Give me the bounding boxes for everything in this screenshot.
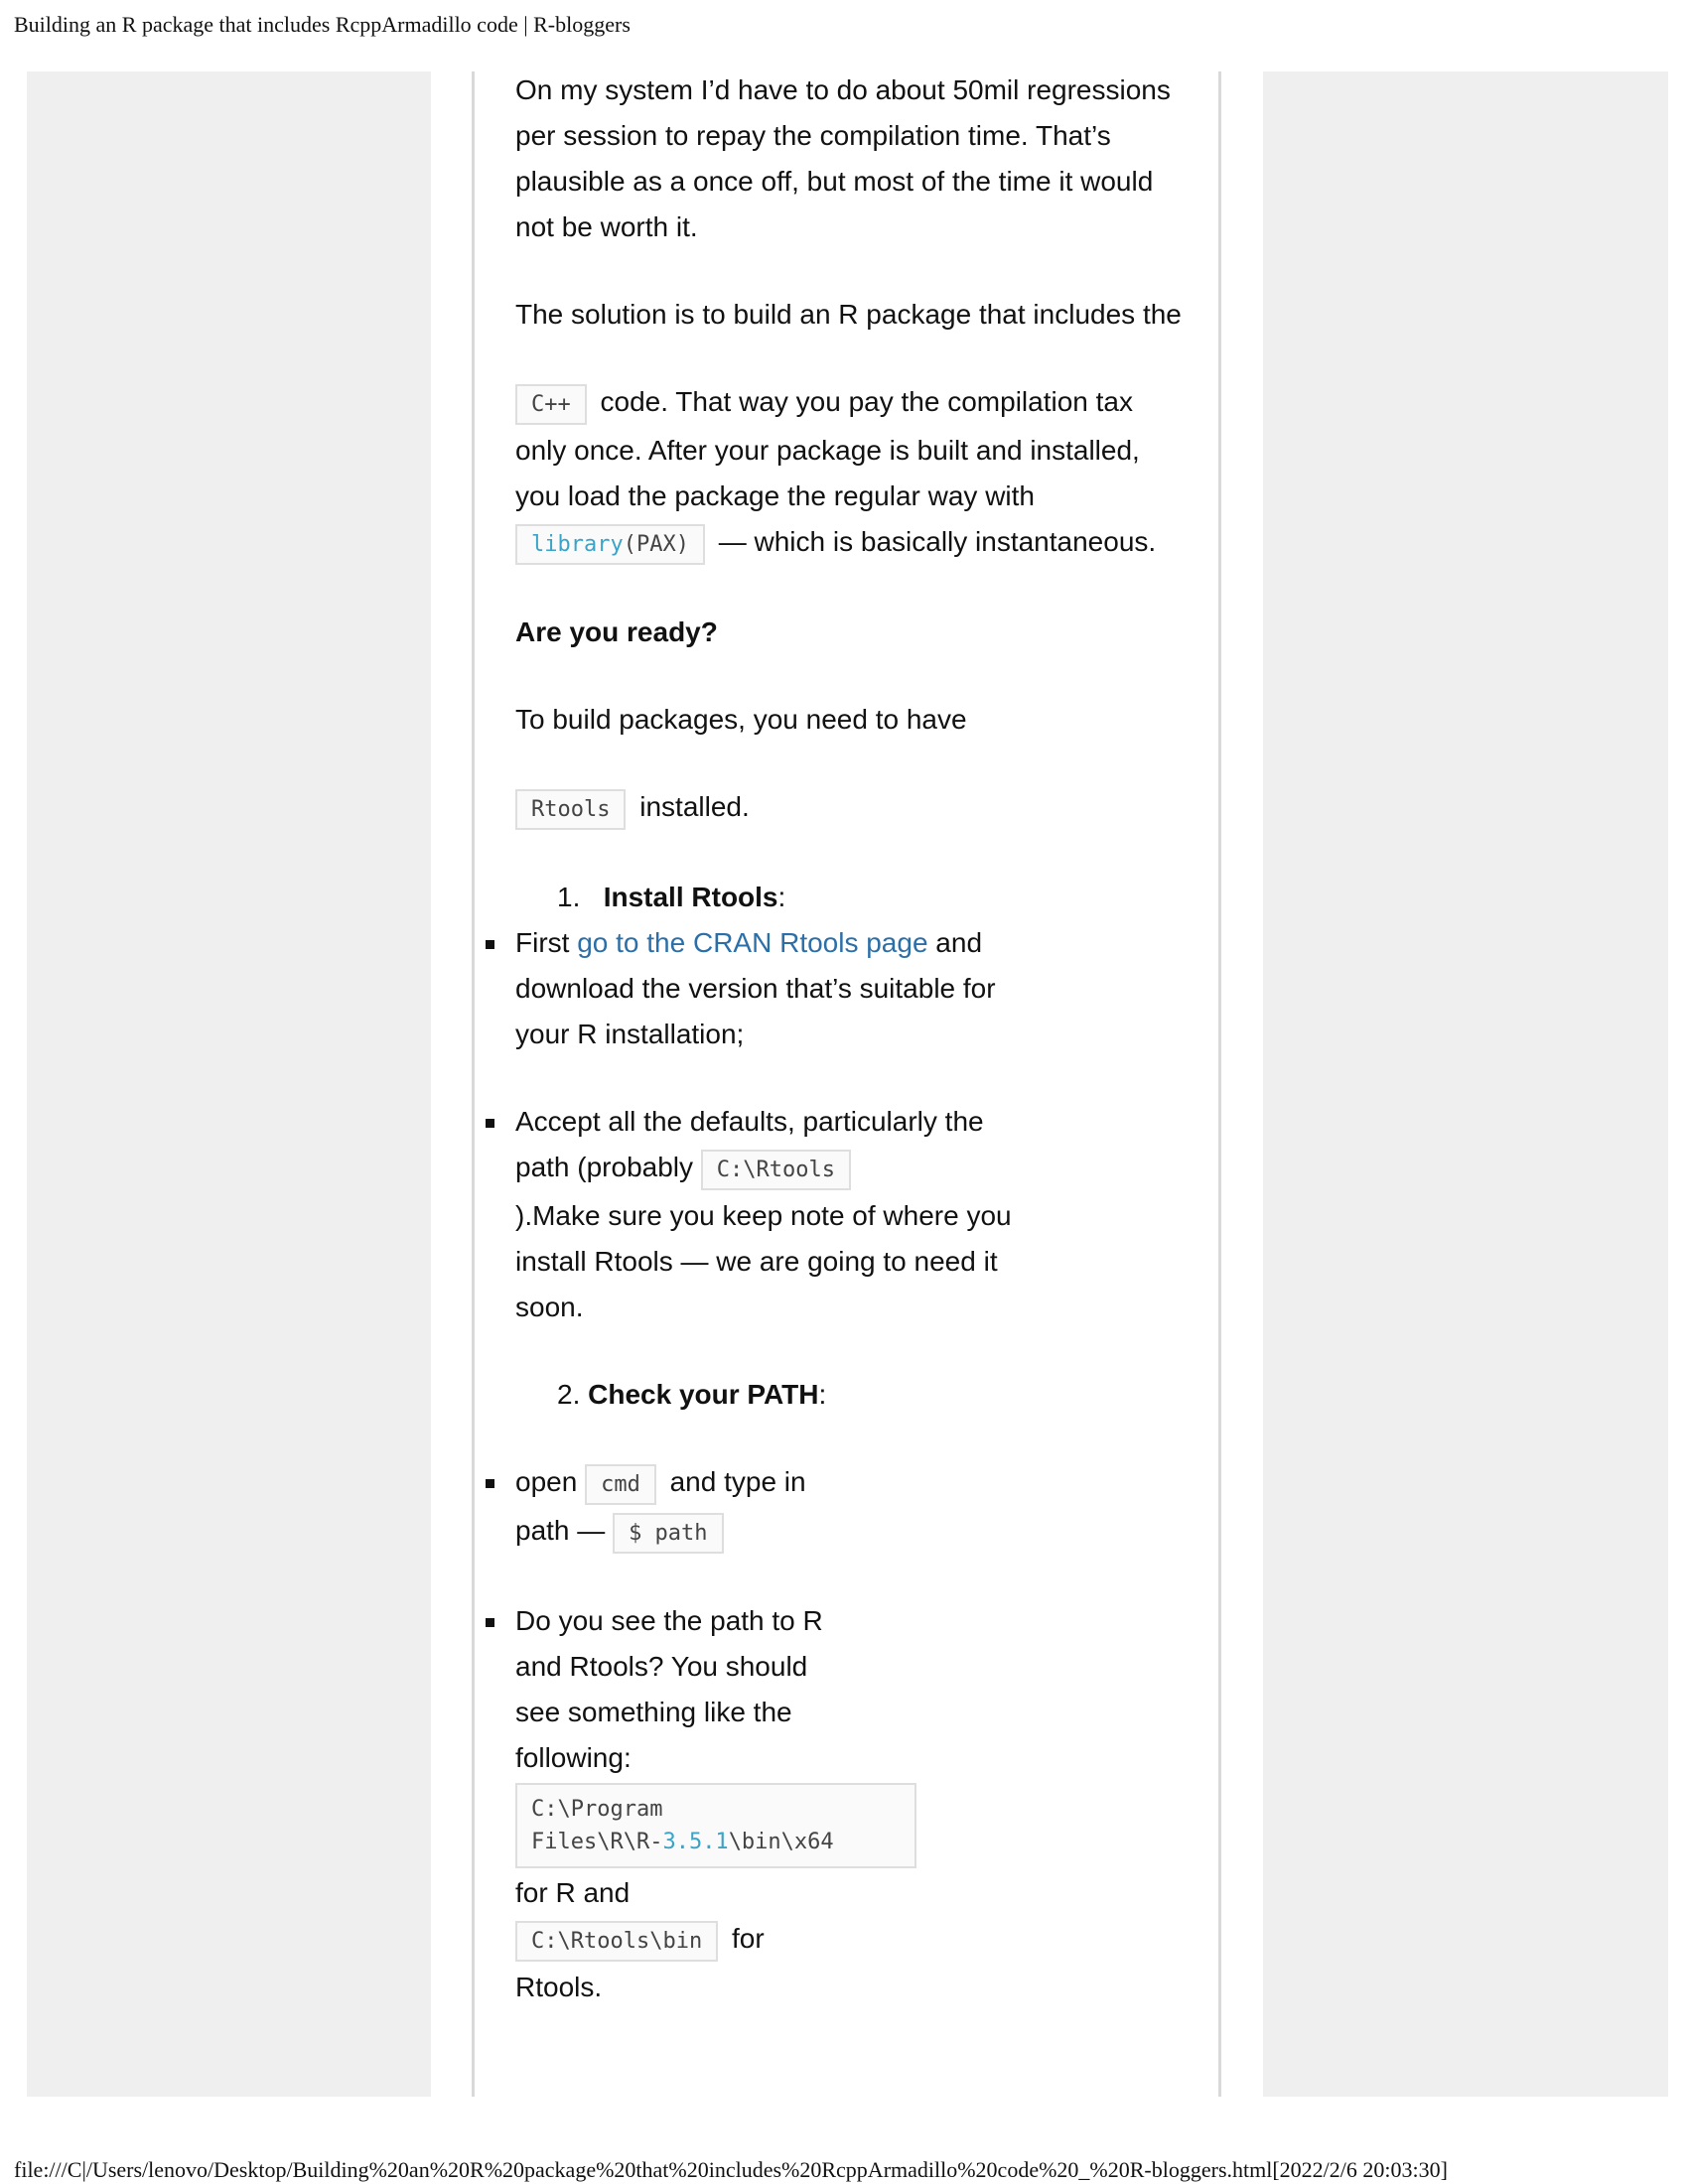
list-item: Accept all the defaults, particularly the path (probably C:\Rtools ).Make sure you keep note of where you install Rtools — we are going to need it soon. xyxy=(515,1099,1012,1330)
paragraph: C++ code. That way you pay the compilation tax only once. After your package is built and installed, you load the package the regular way with library(PAX) — which is basically instantaneous. xyxy=(515,379,1191,568)
print-header: Building an R package that includes RcppArmadillo code | R-bloggers xyxy=(14,12,631,37)
paragraph: Rtools installed. xyxy=(515,784,1191,833)
step-title: 1. Install Rtools: xyxy=(557,882,786,912)
article-body xyxy=(515,68,1191,2010)
paragraph: The solution is to build an R package that includes the xyxy=(515,299,1182,330)
bullet-list xyxy=(515,1459,833,2010)
right-sidebar xyxy=(1263,71,1668,2097)
inline-code: C:\Rtools\bin xyxy=(515,1921,718,1962)
bullet-list xyxy=(515,920,1012,1330)
inline-code: C++ xyxy=(515,384,587,425)
list-item xyxy=(515,1372,1191,2010)
inline-code: $ path xyxy=(613,1513,723,1554)
inline-code: library(PAX) xyxy=(515,524,705,565)
column-divider-left xyxy=(472,71,475,2097)
list-item xyxy=(515,875,1191,1372)
paragraph: On my system I’d have to do about 50mil regressions per session to repay the compilation time. That’s plausible as a once off, but most of the time it would not be worth it. xyxy=(515,74,1171,242)
section-heading: Are you ready? xyxy=(515,616,718,647)
inline-code: Rtools xyxy=(515,789,626,830)
step-title: 2. Check your PATH: xyxy=(557,1379,827,1410)
cran-rtools-link[interactable]: go to the CRAN Rtools page xyxy=(577,927,928,958)
column-divider-right xyxy=(1218,71,1221,2097)
inline-code: cmd xyxy=(585,1464,656,1505)
list-item: First go to the CRAN Rtools page and download the version that’s suitable for your R installation; xyxy=(515,920,1012,1057)
steps-list xyxy=(515,875,1191,2010)
print-footer: file:///C|/Users/lenovo/Desktop/Building%20an%20R%20package%20that%20includes%20RcppArmadillo%20code%20_%20R-bloggers.html[2022/2/6 20:03:30] xyxy=(14,2157,1448,2182)
code-block: C:\Program Files\R\R-3.5.1\bin\x64 xyxy=(515,1783,916,1868)
paragraph: To build packages, you need to have xyxy=(515,704,967,735)
inline-code: C:\Rtools xyxy=(701,1150,851,1190)
list-item: open cmd and type in path — $ path xyxy=(515,1459,833,1557)
list-item: Do you see the path to R and Rtools? You should see something like the following: C:\Program Files\R\R-3.5.1\bin\x64 for R and C:\Rtools\bin for Rtools. xyxy=(515,1598,833,2010)
left-sidebar xyxy=(27,71,431,2097)
